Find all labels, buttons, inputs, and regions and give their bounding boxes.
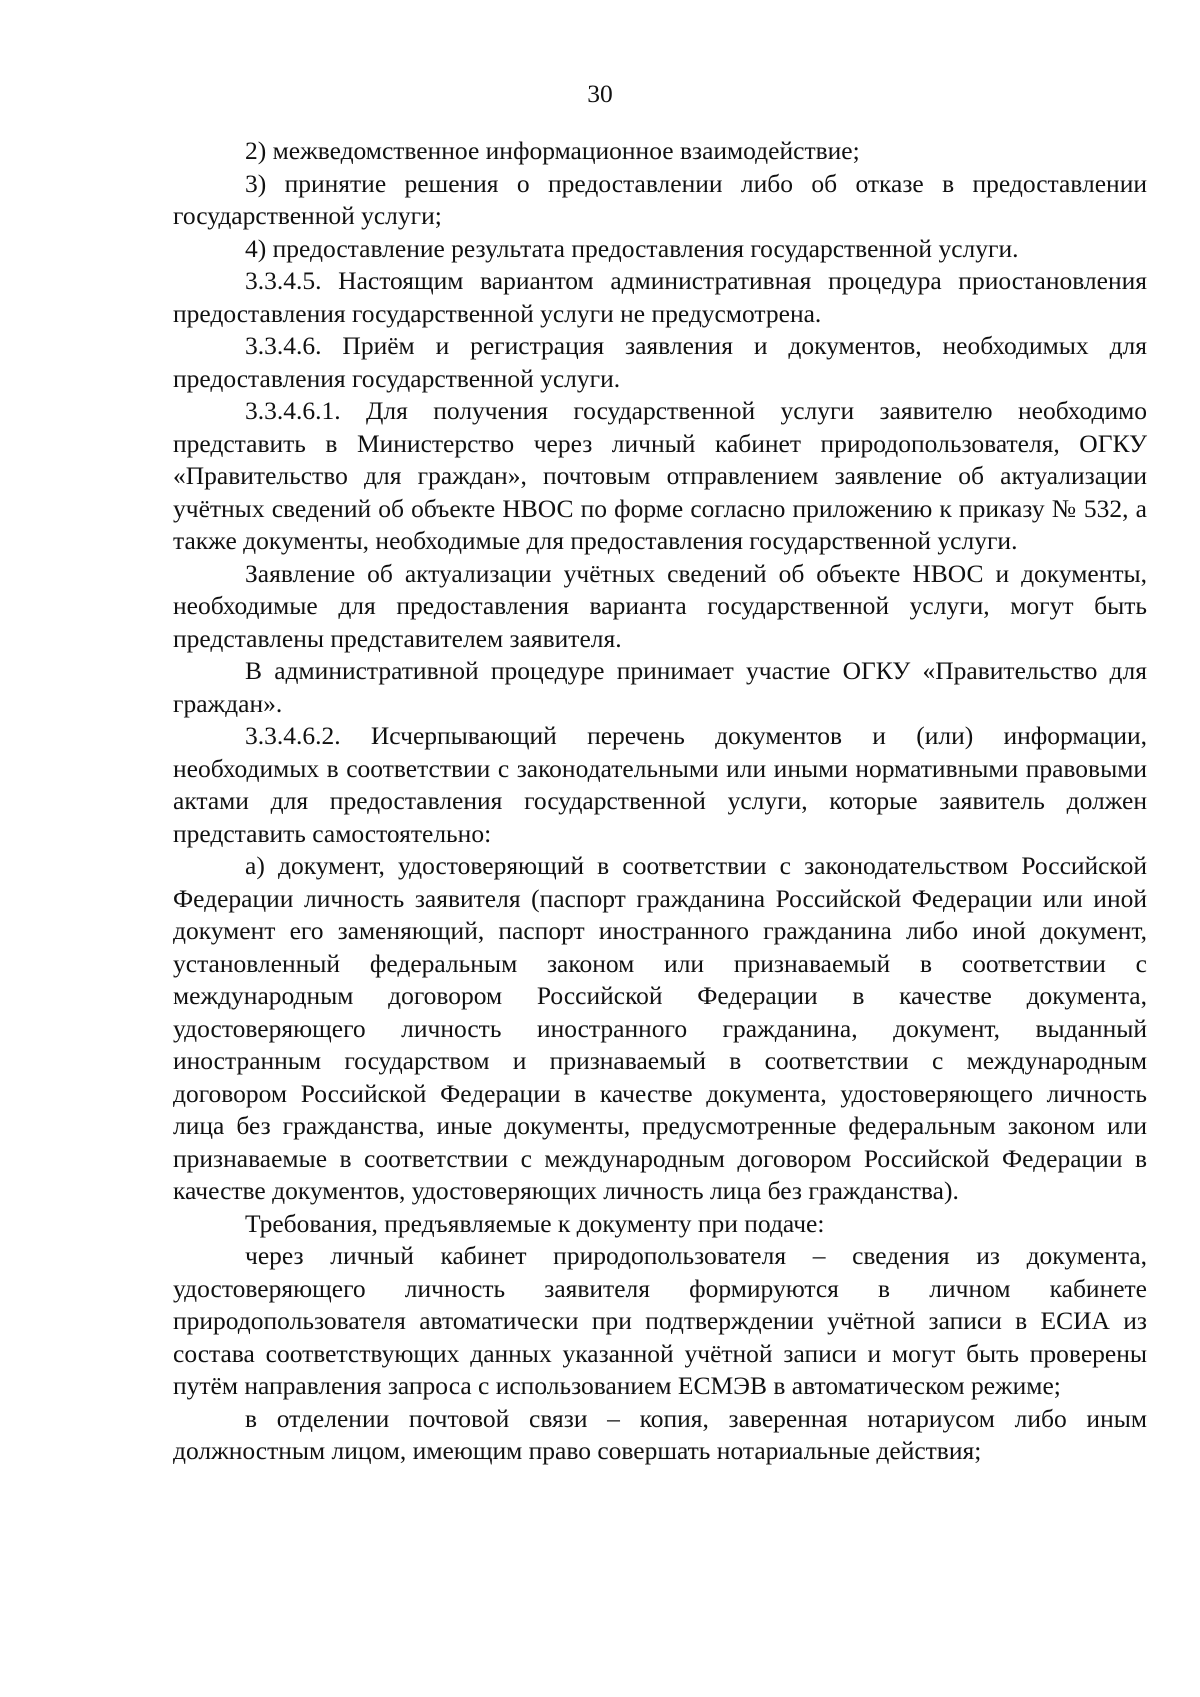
paragraph-3-3-4-6: 3.3.4.6. Приём и регистрация заявления и документов, необходимых для предоставления государственной услуги. (173, 331, 1147, 393)
paragraph-ogku-participation: В административной процедуре принимает участие ОГКУ «Правительство для граждан». (173, 656, 1147, 718)
paragraph-post-office: в отделении почтовой связи – копия, заверенная нотариусом либо иным должностным лицом, имеющим право совершать нотариальные действия; (173, 1403, 1147, 1465)
page-number: 30 (587, 79, 613, 108)
paragraph-personal-account: через личный кабинет природопользователя – сведения из документа, удостоверяющего личность заявителя формируются в личном кабинете природопользователя автоматически при подтверждении учётной записи в ЕСИА из состава соответствующих данных указанной учётной записи и могут быть проверены путём направления запроса с использованием ЕСМЭВ в автоматическом режиме; (173, 1241, 1147, 1400)
paragraph-identity-document: а) документ, удостоверяющий в соответствии с законодательством Российской Федерации личность заявителя (паспорт гражданина Российской Федерации или иной документ его заменяющий, паспорт иностранного гражданина либо иной документ, установленный федеральным законом или признаваемый в соответствии с международным договором Российской Федерации в качестве документа, удостоверяющего личность иностранного гражданина, документ, выданный иностранным государством и признаваемый в соответствии с международным договором Российской Федерации в качестве документа, удостоверяющего личность лица без гражданства, иные документы, предусмотренные федеральным законом или признаваемые в соответствии с международным договором Российской Федерации в качестве документов, удостоверяющих личность лица без гражданства). (173, 851, 1147, 1205)
paragraph-decision: 3) принятие решения о предоставлении либо об отказе в предоставлении государственной услуги; (173, 168, 1147, 230)
paragraph-requirements: Требования, предъявляемые к документу при подаче: (245, 1208, 825, 1238)
paragraph-3-3-4-5: 3.3.4.5. Настоящим вариантом административная процедура приостановления предоставления государственной услуги не предусмотрена. (173, 266, 1147, 328)
paragraph-result: 4) предоставление результата предоставления государственной услуги. (245, 233, 1019, 263)
paragraph-3-3-4-6-2: 3.3.4.6.2. Исчерпывающий перечень документов и (или) информации, необходимых в соответствии с законодательными или иными нормативными правовыми актами для предоставления государственной услуги, которые заявитель должен представить самостоятельно: (173, 721, 1147, 848)
paragraph-3-3-4-6-1: 3.3.4.6.1. Для получения государственной услуги заявителю необходимо представить в Министерство через личный кабинет природопользователя, ОГКУ «Правительство для граждан», почтовым отправлением заявление об актуализации учётных сведений об объекте НВОС по форме согласно приложению к приказу № 532, а также документы, необходимые для предоставления государственной услуги. (173, 396, 1147, 555)
paragraph-application-representative: Заявление об актуализации учётных сведений об объекте НВОС и документы, необходимые для предоставления варианта государственной услуги, могут быть представлены представителем заявителя. (173, 558, 1147, 653)
document-body (173, 135, 1147, 1468)
paragraph-interagency-interaction: 2) межведомственное информационное взаимодействие; (245, 136, 860, 165)
